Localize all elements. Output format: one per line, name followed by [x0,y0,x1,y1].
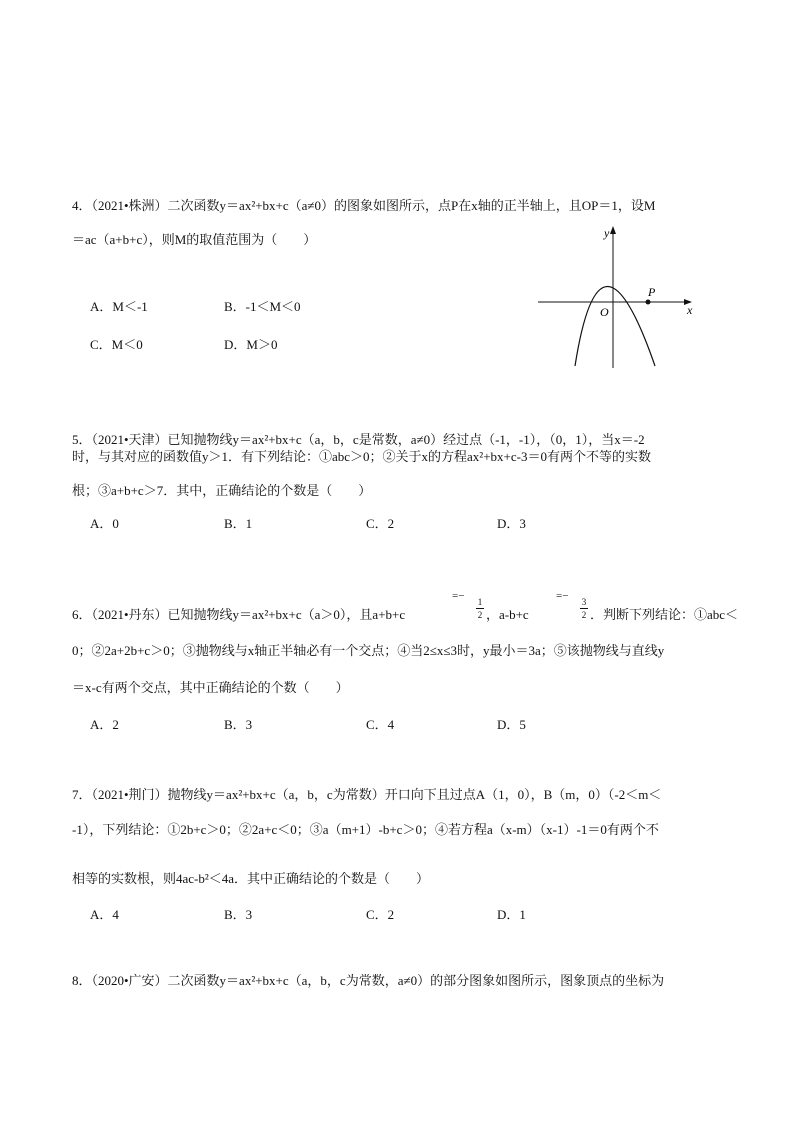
q6-option-c: C．4 [366,717,395,732]
q4-parabola-graph [530,222,705,370]
origin-label: O [600,305,609,319]
q6-frac2-prefix: =− [556,590,569,602]
point-p-dot [646,300,651,305]
q5-stem-line1: 5．（2021•天津）已知抛物线y＝ax²+bx+c（a，b，c是常数，a≠0）经过点（-1，-1），（0，1），当x＝-2 [72,432,645,447]
q6-frac1-num: 1 [477,597,483,607]
q6-frac1-prefix: =− [452,590,465,602]
q4-option-d: D．M＞0 [224,337,278,352]
q7-option-d: D．1 [497,907,526,922]
q7-stem-line2: -1），下列结论：①2b+c＞0；②2a+c＜0；③a（m+1）-b+c＞0；④若方程a（x-m）（x-1）-1＝0有两个不 [72,822,659,837]
q6-frac2-num: 3 [581,597,587,607]
y-axis-arrow-icon [610,226,616,234]
q6-stem-line2: 0；②2a+2b+c＞0；③抛物线与x轴正半轴必有一个交点；④当2≤x≤3时，y最小＝3a；⑤该抛物线与直线y [72,643,665,658]
q5-option-d: D．3 [497,516,526,531]
point-p-label: P [648,285,656,299]
q6-frac2-den: 2 [581,610,587,620]
q6-frac1-den: 2 [477,610,483,620]
q7-option-a: A．4 [90,907,119,922]
q6-stem-line3: ＝x-c有两个交点，其中正确结论的个数（ ） [72,680,349,695]
parabola-curve [575,287,655,367]
q5-option-c: C．2 [366,516,395,531]
q6-stem-line1-part2: ，a-b+c [486,607,529,622]
q6-fraction-2 [580,597,588,620]
q4-option-b: B．-1＜M＜0 [224,299,301,314]
q6-fraction-1 [476,597,484,620]
q4-stem-line1: 4．（2021•株洲）二次函数y＝ax²+bx+c（a≠0）的图象如图所示，点P在x轴的正半轴上，且OP＝1，设M [72,198,656,213]
q6-stem-line1-part1: 6．（2021•丹东）已知抛物线y＝ax²+bx+c（a＞0），且a+b+c [72,607,406,622]
q8-stem-line1: 8．（2020•广安）二次函数y＝ax²+bx+c（a，b，c为常数，a≠0）的部分图象如图所示，图象顶点的坐标为 [72,973,665,988]
q5-stem-line2: 时，与其对应的函数值y＞1．有下列结论：①abc＞0；②关于x的方程ax²+bx+c-3＝0有两个不等的实数 [72,449,651,464]
q4-option-a: A．M＜-1 [90,299,148,314]
q5-stem-line3: 根；③a+b+c＞7．其中，正确结论的个数是（ ） [72,483,372,498]
q7-option-c: C．2 [366,907,395,922]
q5-option-b: B．1 [224,516,253,531]
q7-option-b: B．3 [224,907,253,922]
q4-stem-line2: ＝ac（a+b+c），则M的取值范围为（ ） [72,232,317,247]
q7-stem-line3: 相等的实数根，则4ac-b²＜4a．其中正确结论的个数是（ ） [72,871,430,886]
q6-option-a: A．2 [90,717,119,732]
q6-option-b: B．3 [224,717,253,732]
q4-option-c: C．M＜0 [90,337,143,352]
q6-stem-line1-part3: ．判断下列结论：①abc＜ [590,607,739,622]
q6-option-d: D．5 [497,717,526,732]
y-axis-label: y [604,226,610,240]
q5-option-a: A．0 [90,516,119,531]
q7-stem-line1: 7．（2021•荆门）抛物线y＝ax²+bx+c（a，b，c为常数）开口向下且过点A（1，0），B（m，0）（-2＜m＜ [72,787,662,802]
x-axis-label: x [687,303,693,317]
